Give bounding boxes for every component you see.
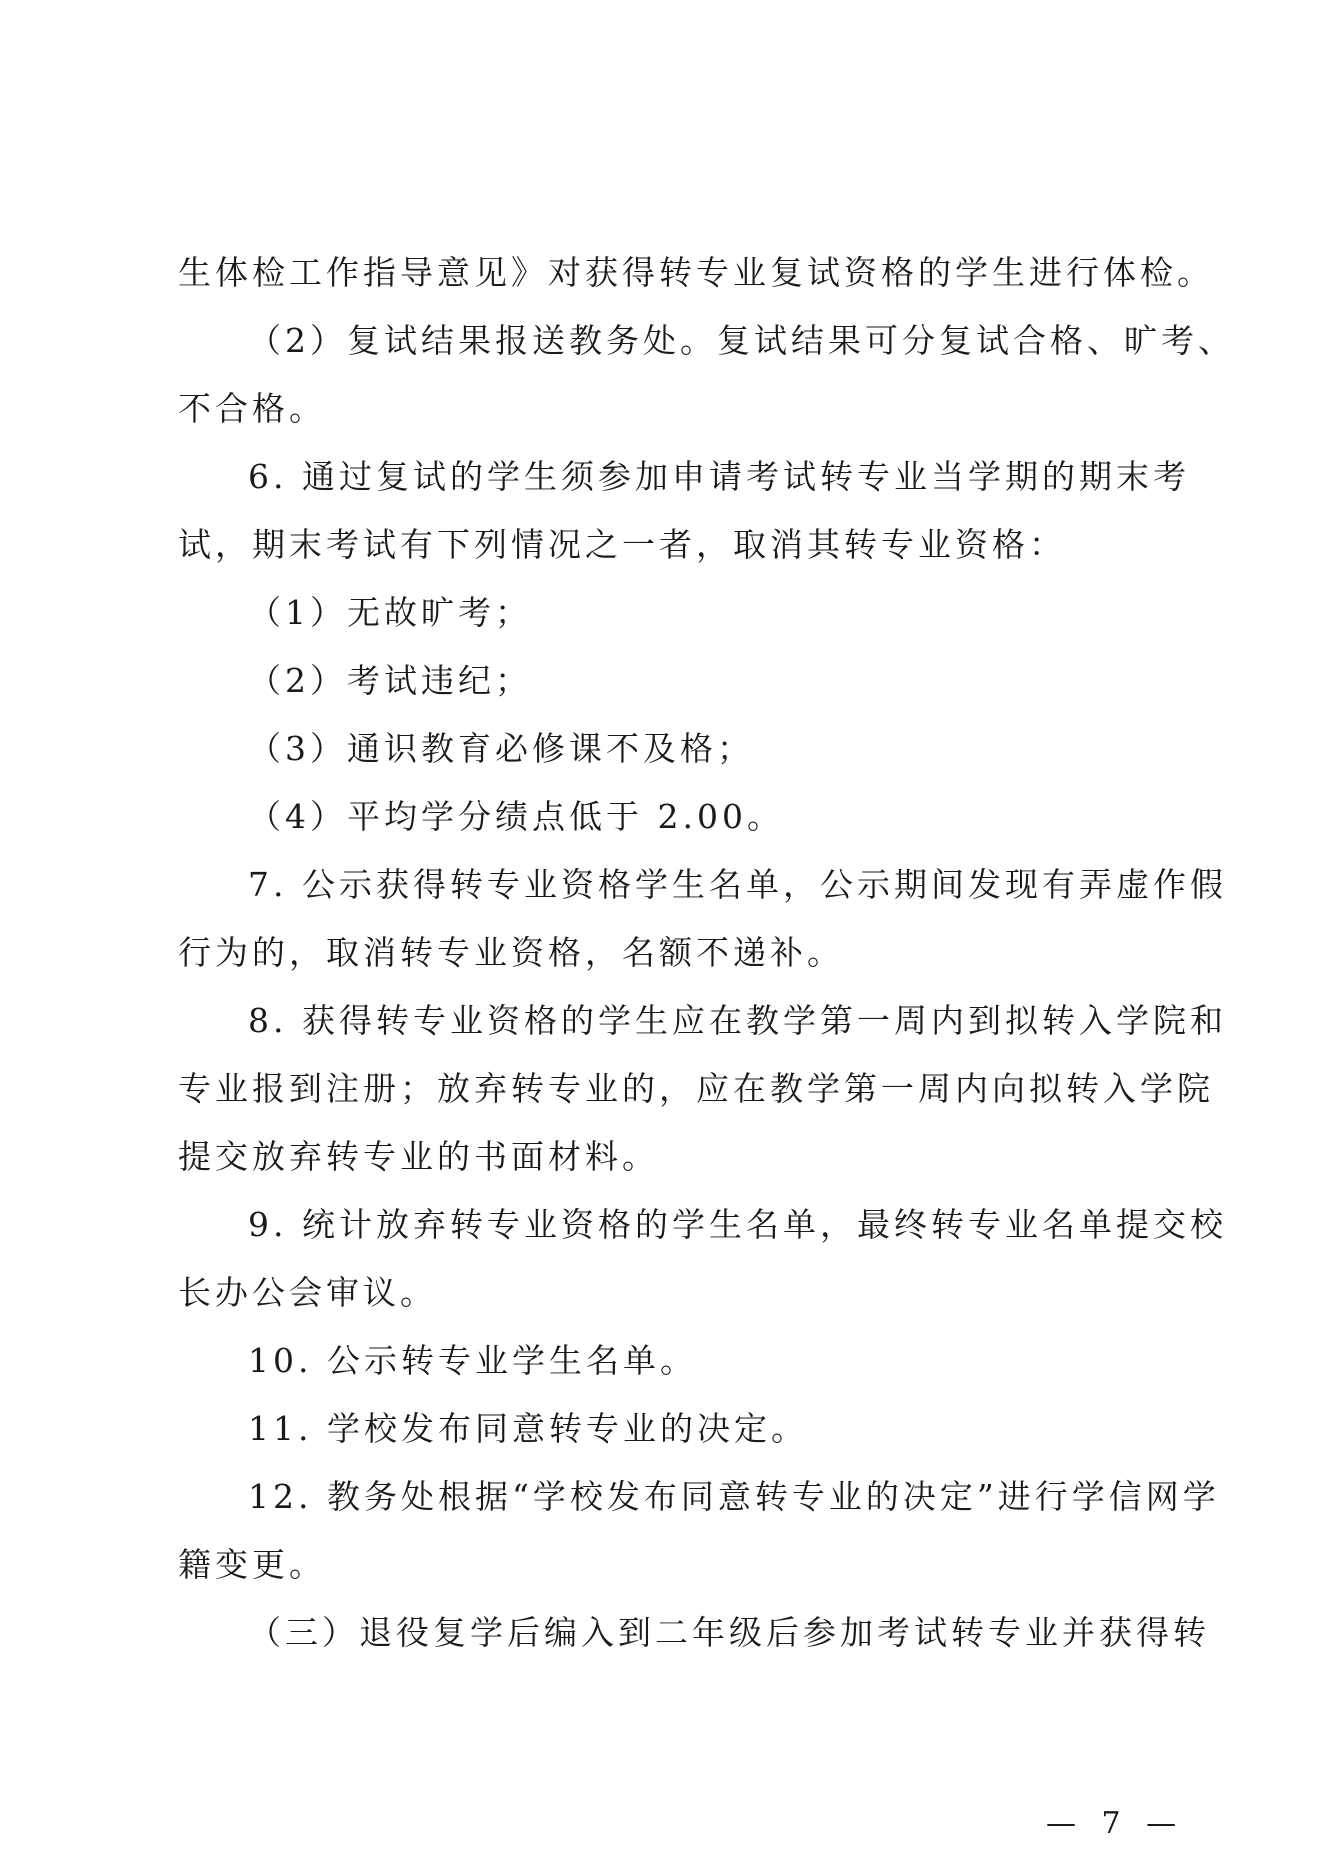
text-line: （1）无故旷考； [248, 593, 532, 632]
page-number: — 7 — [1046, 1806, 1185, 1841]
text-line: 行为的，取消转专业资格，名额不递补。 [178, 933, 844, 972]
text-line: 籍变更。 [178, 1545, 326, 1584]
text-line: 10. 公示转专业学生名单。 [248, 1341, 697, 1380]
text-line: 生体检工作指导意见》对获得转专业复试资格的学生进行体检。 [178, 253, 1214, 292]
text-line: 不合格。 [178, 389, 326, 428]
text-line: 9. 统计放弃转专业资格的学生名单，最终转专业名单提交校 [248, 1205, 1227, 1244]
text-line: 6. 通过复试的学生须参加申请考试转专业当学期的期末考 [248, 457, 1190, 496]
text-line: （三）退役复学后编入到二年级后参加考试转专业并获得转 [248, 1613, 1210, 1652]
text-line: 提交放弃转专业的书面材料。 [178, 1137, 659, 1176]
text-line: （2）考试违纪； [248, 661, 532, 700]
text-line: 试，期末考试有下列情况之一者，取消其转专业资格： [178, 525, 1066, 564]
text-line: 8. 获得转专业资格的学生应在教学第一周内到拟转入学院和 [248, 1001, 1227, 1040]
text-line: 长办公会审议。 [178, 1273, 437, 1312]
text-line: 12. 教务处根据“学校发布同意转专业的决定”进行学信网学 [248, 1477, 1220, 1516]
text-line: （2）复试结果报送教务处。复试结果可分复试合格、旷考、 [248, 321, 1235, 360]
text-line: 11. 学校发布同意转专业的决定。 [248, 1409, 808, 1448]
text-line: （3）通识教育必修课不及格； [248, 729, 754, 768]
text-line: 7. 公示获得转专业资格学生名单，公示期间发现有弄虚作假 [248, 865, 1227, 904]
text-line: 专业报到注册；放弃转专业的，应在教学第一周内向拟转入学院 [178, 1069, 1214, 1108]
text-line: （4）平均学分绩点低于 2.00。 [248, 797, 784, 836]
